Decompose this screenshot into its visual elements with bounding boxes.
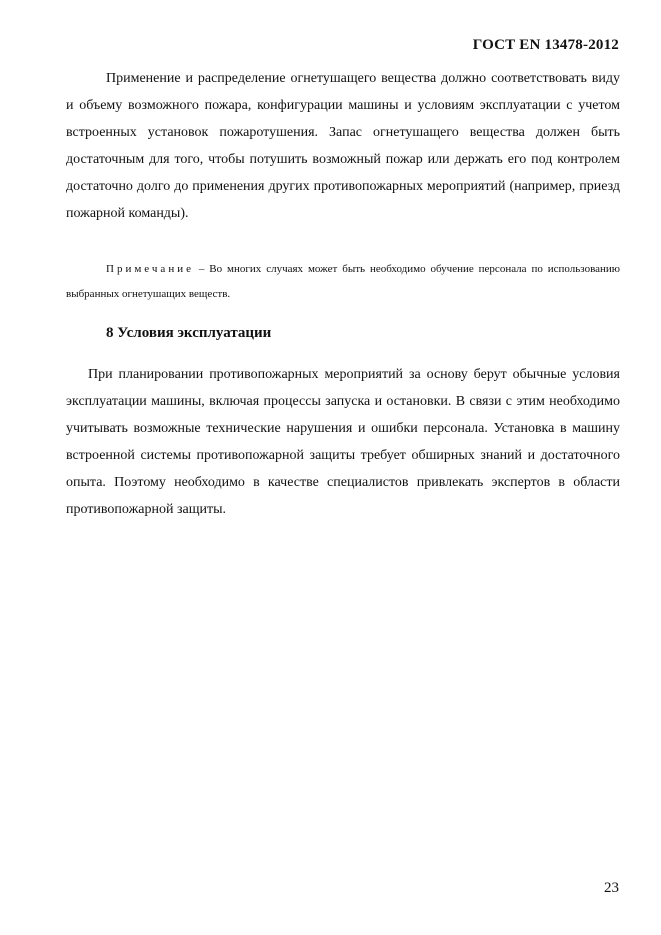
paragraph-fire-extinguishing-agent: Применение и распределение огнетушащего вещества должно соответствовать виду и объему возможного пожара, конфигурации машины и условиям эксплуатации с учетом встроенных установок пожаротушения. Запас огнетушащего вещества должен быть достаточным для того, чтобы потушить возможный пожар или держать его под контролем достаточно долго до применения других противопожарных мероприятий (например, приезд пожарной команды). xyxy=(66,71,620,221)
document-code-header: ГОСТ EN 13478-2012 xyxy=(472,37,619,53)
note-text: – Во многих случаях может быть необходимо обучение персонала по использованию выбранных огнетушащих веществ. xyxy=(66,263,620,300)
note-block xyxy=(66,257,620,307)
section-8-paragraph: При планировании противопожарных мероприятий за основу берут обычные условия эксплуатации машины, включая процессы запуска и остановки. В связи с этим необходимо учитывать возможные технические нарушения и ошибки персонала. Установка в машину встроенной системы противопожарной защиты требует обширных знаний и достаточного опыта. Поэтому необходимо в качестве специалистов привлекать экспертов в области противопожарной защиты. xyxy=(66,367,620,517)
note-label: Примечание xyxy=(106,263,194,275)
section-8-heading: 8 Условия эксплуатации xyxy=(106,325,272,341)
page-number: 23 xyxy=(604,880,619,896)
